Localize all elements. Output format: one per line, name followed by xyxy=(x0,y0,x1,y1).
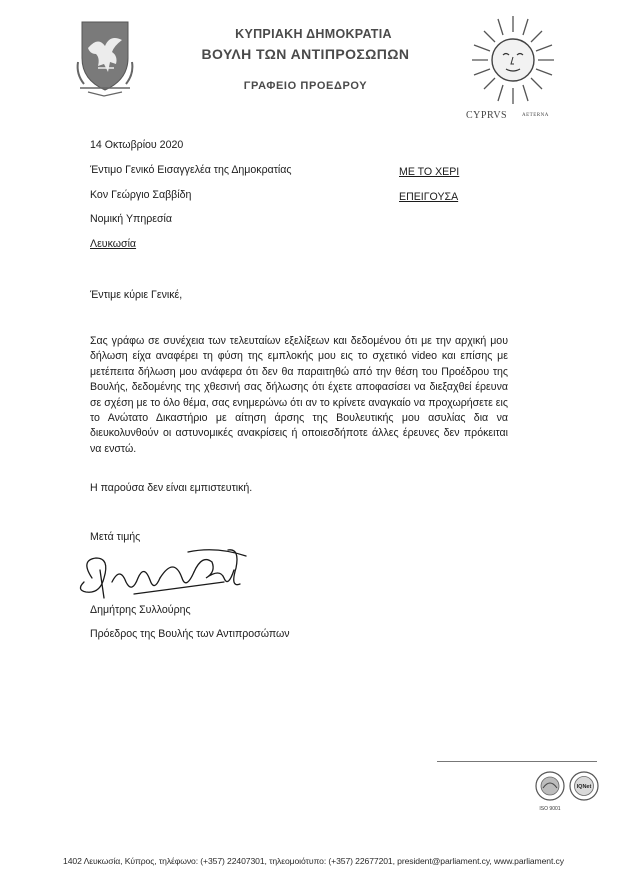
salutation: Έντιμε κύριε Γενικέ, xyxy=(90,289,183,301)
cyprus-logo-text: CYPRVS xyxy=(466,110,508,121)
footer-divider xyxy=(437,761,597,762)
confidentiality-note: Η παρούσα δεν είναι εμπιστευτική. xyxy=(90,482,253,494)
sun-logo-icon xyxy=(470,14,556,106)
signer-name: Δημήτρης Συλλούρης xyxy=(90,604,191,616)
delivery-note: ΜΕ ΤΟ ΧΕΡΙ xyxy=(399,166,460,178)
signer-title: Πρόεδρος της Βουλής των Αντιπροσώπων xyxy=(90,628,290,640)
handwritten-signature xyxy=(70,548,270,606)
aeterna-logo-text: AETERNA xyxy=(522,113,549,118)
recipient-line-3: Νομική Υπηρεσία xyxy=(90,213,172,225)
office-heading: ΓΡΑΦΕΙΟ ΠΡΟΕΔΡΟΥ xyxy=(243,80,368,92)
urgency-note: ΕΠΕΙΓΟΥΣΑ xyxy=(399,191,459,203)
recipient-line-1: Έντιμο Γενικό Εισαγγελέα της Δημοκρατίας xyxy=(90,164,292,176)
letter-date: 14 Οκτωβρίου 2020 xyxy=(90,139,184,151)
footer-contact-info: 1402 Λευκωσία, Κύπρος, τηλέφωνο: (+357) 22407301, τηλεομοιότυπο: (+357) 22677201, president@parliament.cy, www.parliament.cy xyxy=(63,856,564,866)
republic-heading: ΚΥΠΡΙΑΚΗ ΔΗΜΟΚΡΑΤΙΑ xyxy=(235,27,392,41)
certification-marks xyxy=(533,770,603,814)
recipient-city: Λευκωσία xyxy=(90,238,137,250)
closing: Μετά τιμής xyxy=(90,531,141,543)
iqnet-cert-icon xyxy=(570,772,598,800)
iqnet-label: IQNet xyxy=(576,784,592,790)
iso-cert-icon xyxy=(536,772,564,812)
recipient-line-2: Κον Γεώργιο Σαββίδη xyxy=(90,189,192,201)
parliament-heading: ΒΟΥΛΗ ΤΩΝ ΑΝΤΙΠΡΟΣΩΠΩΝ xyxy=(201,46,410,62)
letter-body: Σας γράφω σε συνέχεια των τελευταίων εξελίξεων και δεδομένου ότι με την αρχική μου δήλωση είχα αναφέρει τη φύση της εμπλοκής μου εις το σχετικό video και επίσης με μετέπειτα δήλωση μου ανάφερα ότι δεν θα παραιτηθώ από την θέση του Προέδρου της Βουλής, δεδομένης της χθεσινή σας δήλωσης ότι έχετε αποφασίσει να διεξαχθεί έρευνα σε σχέση με το όλο θέμα, σας ενημερώνω ότι αν το κρίνετε αναγκαίο να προχωρήσετε εις το Ανώτατο Δικαστήριο με αίτηση άρσης της Βουλευτικής μου ασυλίας δια να διευκολυνθούν οι αστυνομικές ανακρίσεις ή οποιεσδήποτε άλλες έρευνες δεν πρόκειται να ενστώ. xyxy=(90,335,508,455)
iso-label: ISO 9001 xyxy=(539,806,561,812)
